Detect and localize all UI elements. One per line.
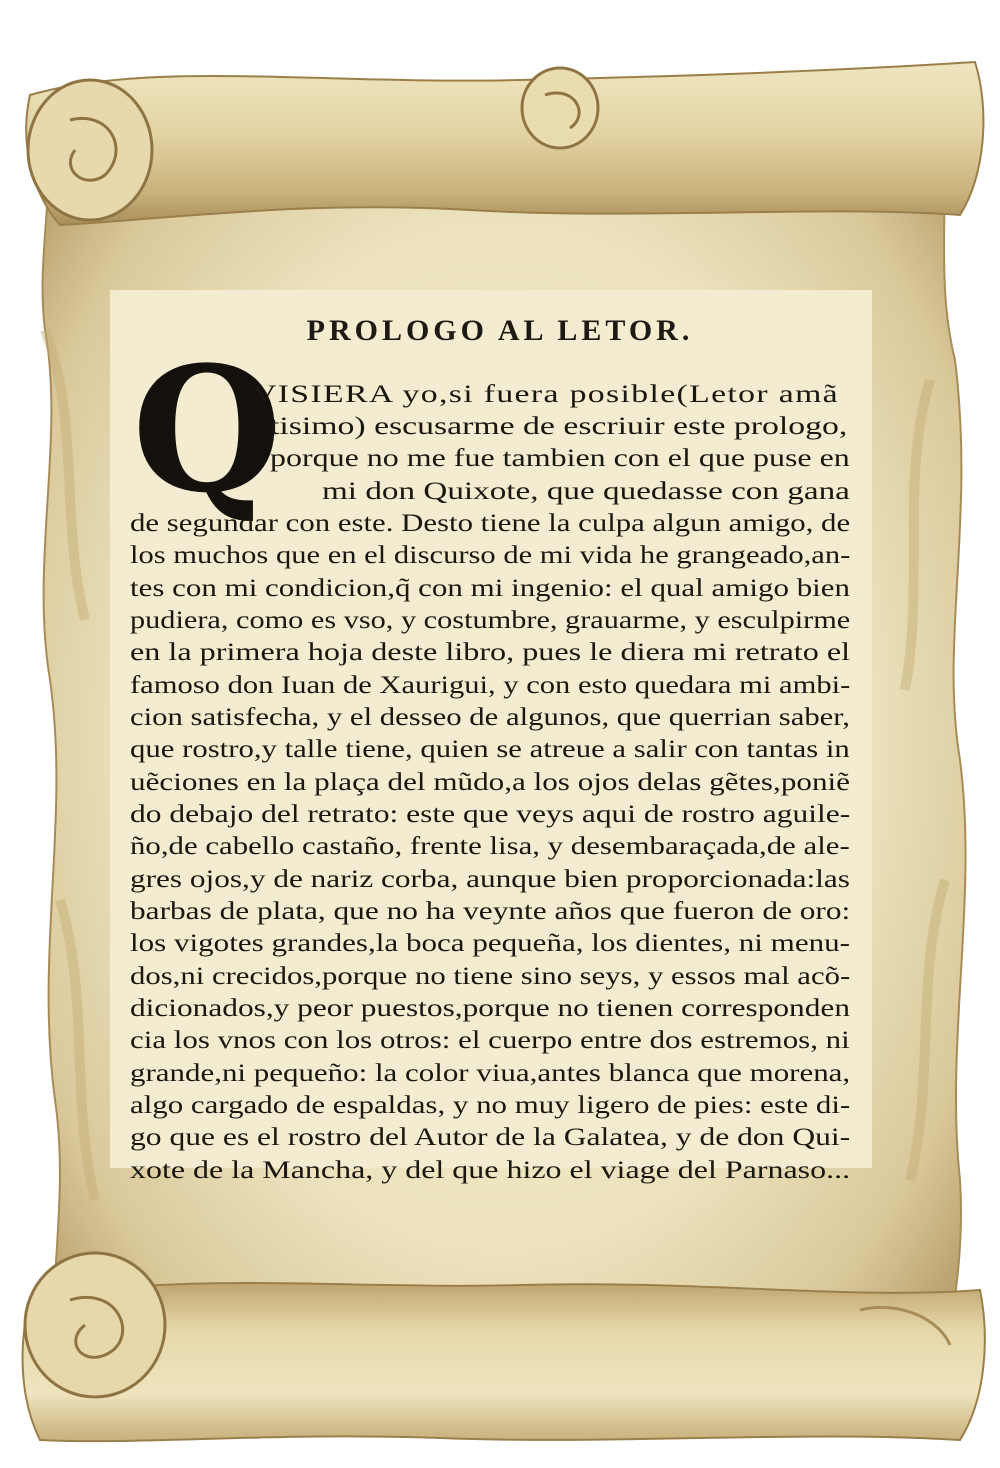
text-line: dos,ni crecidos,porque no tiene sino seys, y essos mal acõ- (130, 963, 851, 990)
text-line: barbas de plata, que no ha veynte años que fueron de oro: (130, 898, 851, 925)
text-line: gres ojos,y de nariz corba, aunque bien proporcionada:las (130, 866, 850, 893)
bottom-roll-curl-left (25, 1253, 165, 1397)
text-line: xote de la Mancha, y del que hizo el viage del Parnaso... (130, 1157, 851, 1184)
text-line: VISIERA yo,si fuera posible(Letor amã (252, 381, 840, 408)
top-roll-curl-right (522, 68, 598, 148)
text-line: algo cargado de espaldas, y no muy ligero de pies: este di- (130, 1092, 851, 1119)
text-line: famoso don Iuan de Xaurigui, y con esto quedara mi ambi- (130, 672, 851, 699)
text-line: de segundar con este. Desto tiene la culpa algun amigo, de (130, 510, 851, 537)
text-line: en la primera hoja deste libro, pues le diera mi retrato el (130, 639, 851, 666)
top-roll-curl-left (28, 80, 152, 220)
text-line: los muchos que en el discurso de mi vida he grangeado,an- (130, 542, 851, 569)
text-line: cia los vnos con los otros: el cuerpo entre dos estremos, ni (130, 1027, 850, 1054)
text-line: que rostro,y talle tiene, quien se atreue a salir con tantas in (130, 736, 850, 763)
text-line: mi don Quixote, que quedasse con gana (322, 478, 850, 505)
text-line: dicionados,y peor puestos,porque no tienen corresponden (130, 995, 851, 1022)
text-line: pudiera, como es vso, y costumbre, grauarme, y esculpirme (130, 607, 851, 634)
text-line: grande,ni pequeño: la color viua,antes blanca que morena, (130, 1060, 851, 1087)
top-roll (26, 62, 983, 225)
text-line: tes con mi condicion,q̃ con mi ingenio: el qual amigo bien (130, 575, 851, 602)
text-line: cion satisfecha, y el desseo de algunos, que querrian saber, (130, 704, 850, 731)
text-line: uẽciones en la plaça del mũdo,a los ojos delas gẽtes,poniẽ (130, 769, 850, 796)
text-line: tisimo) escusarme de escriuir este prologo, (270, 413, 848, 440)
prologue-heading: PROLOGO AL LETOR. (306, 314, 694, 347)
text-line: ño,de cabello castaño, frente lisa, y desembaraçada,de ale- (130, 833, 850, 860)
text-line: do debajo del retrato: este que veys aqui de rostro aguile- (130, 801, 851, 828)
bottom-roll (23, 1283, 985, 1441)
text-line: porque no me fue tambien con el que puse en (270, 445, 850, 472)
text-line: los vigotes grandes,la boca pequeña, los dientes, ni menu- (130, 930, 851, 957)
text-line: go que es el rostro del Autor de la Galatea, y de don Qui- (130, 1124, 851, 1151)
drop-cap: Q (132, 328, 282, 531)
